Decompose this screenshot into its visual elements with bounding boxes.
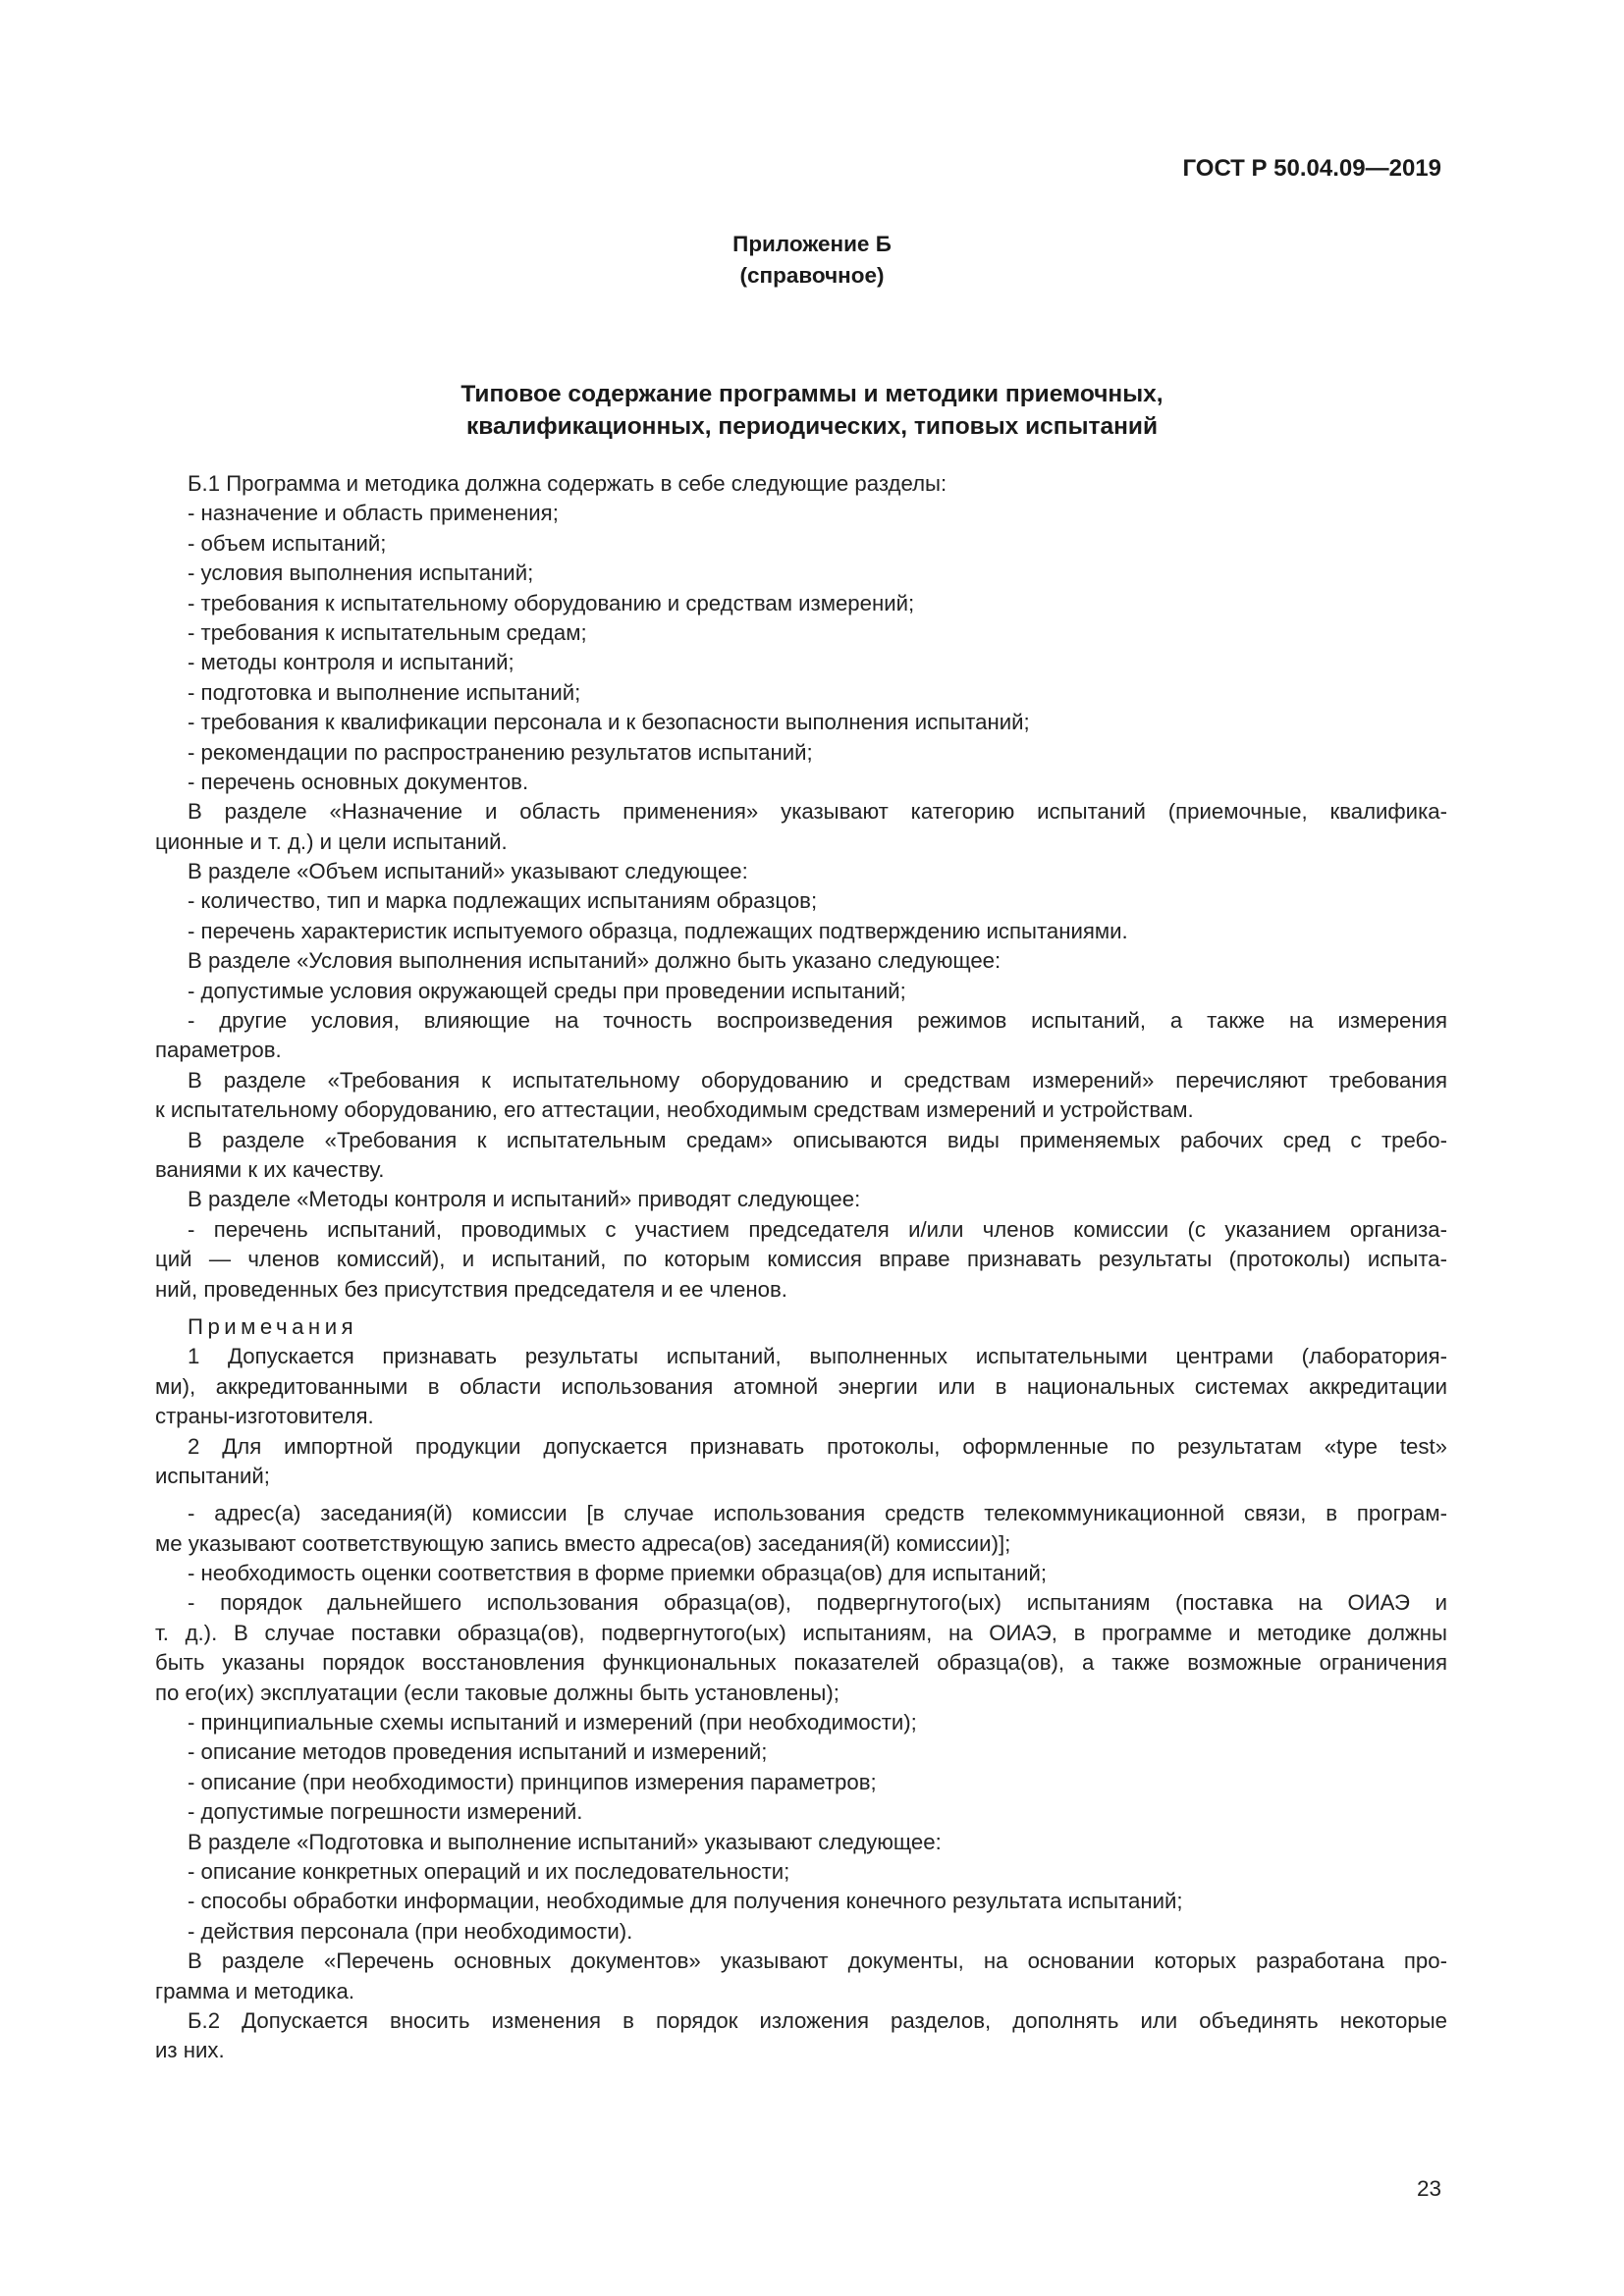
text-line: ме указывают соответствующую запись вместо адреса(ов) заседания(й) комиссии)]; [155, 1530, 1011, 1556]
list-item: - перечень испытаний, проводимых с участием председателя и/или членов комиссии (с указанием организа- [188, 1216, 1447, 1242]
text-line: ваниями к их качеству. [155, 1156, 385, 1182]
list-item: - действия персонала (при необходимости). [188, 1918, 633, 1944]
list-item: - требования к квалификации персонала и к безопасности выполнения испытаний; [188, 710, 1030, 735]
list-item: - описание методов проведения испытаний и измерений; [188, 1739, 768, 1765]
text-line: к испытательному оборудованию, его аттестации, необходимым средствам измерений и устройствам. [155, 1097, 1194, 1123]
text-line: В разделе «Требования к испытательным средам» описываются виды применяемых рабочих сред с требо- [188, 1127, 1447, 1152]
text-line: В разделе «Перечень основных документов» указывают документы, на основании которых разработана про- [188, 1949, 1447, 1974]
list-item: - объем испытаний; [188, 530, 387, 556]
title-line: квалификационных, периодических, типовых испытаний [465, 413, 1159, 440]
text-line: ционные и т. д.) и цели испытаний. [155, 828, 508, 854]
text-line: Б.1 Программа и методика должна содержать в себе следующие разделы: [188, 471, 947, 496]
text-line: быть указаны порядок восстановления функциональных показателей образца(ов), а также возможные ограничения [155, 1650, 1447, 1676]
note-line: страны-изготовителя. [155, 1404, 374, 1429]
note-line: ми), аккредитованными в области использования атомной энергии или в национальных системах аккредитации [155, 1373, 1447, 1399]
text-line: по его(их) эксплуатации (если таковые должны быть установлены); [155, 1680, 839, 1705]
text-line: В разделе «Требования к испытательному оборудованию и средствам измерений» перечисляют требования [188, 1067, 1447, 1093]
list-item: - методы контроля и испытаний; [188, 650, 514, 675]
list-item: - требования к испытательному оборудованию и средствам измерений; [188, 590, 915, 615]
list-item: - адрес(а) заседания(й) комиссии [в случае использования средств телекоммуникационной связи, в програм- [188, 1501, 1447, 1526]
text-line: Б.2 Допускается вносить изменения в порядок изложения разделов, дополнять или объединять некоторые [188, 2007, 1447, 2033]
list-item: - способы обработки информации, необходимые для получения конечного результата испытаний; [188, 1889, 1183, 1914]
notes-heading: Примечания [188, 1313, 358, 1339]
list-item: - перечень основных документов. [188, 769, 529, 794]
appendix-title [0, 378, 1624, 443]
text-line: т. д.). В случае поставки образца(ов), подвергнутого(ых) испытаниям, на ОИАЭ, в программе и методике должны [155, 1620, 1447, 1645]
list-item: - назначение и область применения; [188, 501, 559, 526]
list-item: - принципиальные схемы испытаний и измерений (при необходимости); [188, 1710, 917, 1735]
list-item: - допустимые погрешности измерений. [188, 1799, 583, 1825]
list-item: - описание (при необходимости) принципов измерения параметров; [188, 1769, 877, 1794]
text-line: В разделе «Условия выполнения испытаний» должно быть указано следующее: [188, 948, 1001, 974]
text-line: параметров. [155, 1038, 282, 1063]
note-line: испытаний; [155, 1463, 270, 1488]
text-line: ний, проведенных без присутствия председателя и ее членов. [155, 1276, 787, 1302]
document-code: ГОСТ Р 50.04.09—2019 [1182, 155, 1441, 182]
page-number: 23 [1416, 2176, 1441, 2201]
note-line: 1 Допускается признавать результаты испытаний, выполненных испытательными центрами (лаборатория- [188, 1344, 1447, 1369]
text-line: В разделе «Методы контроля и испытаний» приводят следующее: [188, 1187, 861, 1212]
note-line: 2 Для импортной продукции допускается признавать протоколы, оформленные по результатам «type test» [188, 1433, 1447, 1459]
text-line: грамма и методика. [155, 1978, 355, 2003]
list-item: - условия выполнения испытаний; [188, 561, 534, 586]
appendix-heading [0, 229, 1624, 292]
text-line: из них. [155, 2038, 225, 2063]
text-line: В разделе «Подготовка и выполнение испытаний» указывают следующее: [188, 1829, 942, 1854]
list-item: - требования к испытательным средам; [188, 619, 587, 645]
appendix-label: Приложение Б [732, 232, 892, 256]
list-item: - допустимые условия окружающей среды при проведении испытаний; [188, 978, 906, 1003]
text-line: В разделе «Назначение и область применения» указывают категорию испытаний (приемочные, квалифика- [188, 799, 1447, 825]
text-line: В разделе «Объем испытаний» указывают следующее: [188, 859, 748, 884]
list-item: - описание конкретных операций и их последовательности; [188, 1858, 790, 1884]
list-item: - подготовка и выполнение испытаний; [188, 679, 581, 705]
list-item: - рекомендации по распространению результатов испытаний; [188, 739, 813, 765]
list-item: - перечень характеристик испытуемого образца, подлежащих подтверждению испытаниями. [188, 918, 1128, 943]
list-item: - необходимость оценки соответствия в форме приемки образца(ов) для испытаний; [188, 1561, 1048, 1586]
list-item: - количество, тип и марка подлежащих испытаниям образцов; [188, 888, 818, 914]
body-text [155, 469, 1447, 2066]
text-line: ций — членов комиссий), и испытаний, по которым комиссия вправе признавать результаты (протоколы) испыта- [155, 1247, 1447, 1272]
title-line: Типовое содержание программы и методики приемочных, [460, 381, 1164, 407]
list-item: - другие условия, влияющие на точность воспроизведения режимов испытаний, а также на измерения [188, 1008, 1447, 1034]
appendix-kind: (справочное) [739, 263, 885, 288]
list-item: - порядок дальнейшего использования образца(ов), подвергнутого(ых) испытаниям (поставка на ОИАЭ и [188, 1590, 1447, 1616]
